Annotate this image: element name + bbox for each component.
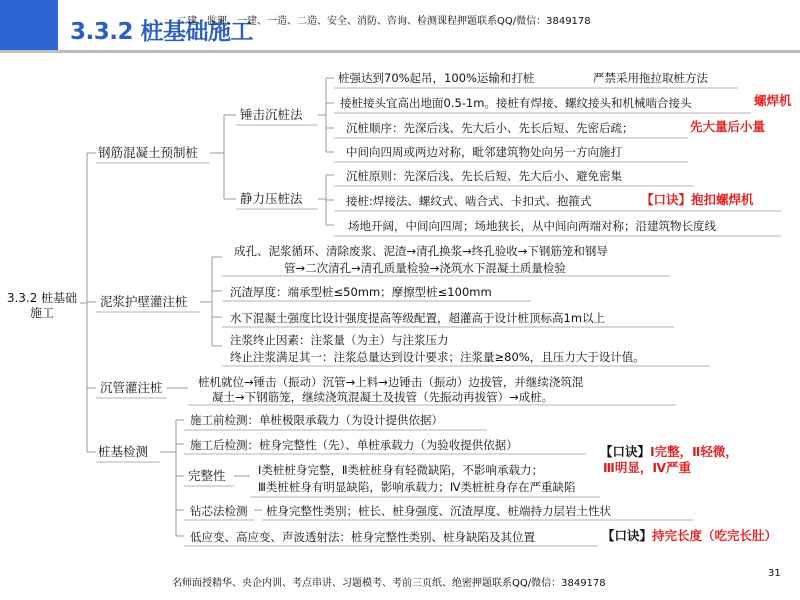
tag-strain-text: 持完长度（吃完长肚） (652, 528, 778, 543)
tag-strain-prefix: 【口诀】 (602, 528, 653, 543)
strain-text: 低应变、高应变、声波透射法：桩身完整性类别、桩身缺陷及其位置 (190, 530, 535, 544)
tag-weld-machine: 螺焊机 (754, 93, 792, 108)
mud-line-grout-2: 终止注浆满足其一：注浆总量达到设计要求；注浆量≥80%，且压力大于设计值。 (230, 350, 645, 364)
page-title: 3.3.2 桩基础施工 (70, 19, 253, 45)
hammer-line-no-drag: 严禁采用拖拉取桩方法 (593, 71, 708, 85)
node-pile-testing: 桩基检测 (98, 444, 149, 459)
mud-line-grout-1: 注浆终止因素：注浆量（为主）与注浆压力 (230, 333, 449, 347)
static-line-joint: 接桩:焊接法、螺纹式、啮合式、卡扣式、抱箍式 (346, 194, 592, 208)
footer-ad-text: 名师面授精华、央企内训、考点串讲、习题模考、考前三页纸、绝密押题联系QQ/微信：3849178 (172, 578, 606, 589)
page-number: 31 (768, 568, 781, 579)
tag-integrity-mnemonic (600, 444, 738, 460)
integrity-line-2: Ⅲ类桩桩身有明显缺陷，影响承载力；Ⅳ类桩桩身存在严重缺陷 (258, 480, 576, 494)
node-mud-bored: 泥浆护壁灌注桩 (100, 294, 188, 309)
tag-integrity-line2: Ⅲ明显，Ⅳ严重 (603, 460, 692, 475)
node-tube-sinking: 沉管灌注桩 (100, 380, 163, 395)
hammer-line-lift: 桩强达到70%起吊，100%运输和打桩 (338, 71, 535, 85)
mud-line-process-1: 成孔、泥浆循环、清除废浆、泥渣→清孔换浆→终孔验收→下钢筋笼和钢导 (234, 244, 608, 258)
node-coring: 钻芯法检测 (190, 504, 248, 518)
static-line-principle: 沉桩原则：先深后浅、先长后短、先大后小、避免密集 (346, 169, 622, 183)
hammer-line-order: 沉桩顺序：先深后浅、先大后小、先长后短、先密后疏； (346, 121, 634, 135)
hammer-line-joint: 接桩接头宜高出地面0.5-1m。接桩有焊接、螺纹接头和机械啮合接头 (340, 96, 692, 110)
integrity-line-1: Ⅰ类桩桩身完整，Ⅱ类桩桩身有轻微缺陷，不影响承载力； (258, 463, 544, 477)
coring-text: 桩身完整性类别；桩长、桩身强度、沉渣厚度、桩端持力层岩土性状 (266, 504, 611, 518)
node-rc-precast: 钢筋混凝土预制桩 (98, 145, 199, 160)
node-static-press: 静力压桩法 (240, 191, 303, 206)
mud-line-sediment: 沉渣厚度：端承型桩≤50mm；摩擦型桩≤100mm (230, 285, 492, 299)
tube-line-1: 桩机就位→锤击（振动）沉管→上料→边锤击（振动）边拔管，并继续浇筑混 (198, 375, 584, 389)
mud-line-process-2: 管→二次清孔→清孔质量检验→浇筑水下混凝土质量检验 (284, 261, 566, 275)
tag-integrity-line1: Ⅰ完整，Ⅱ轻微， (650, 444, 738, 459)
static-line-site: 场地开阔，中间向四周；场地狭长，从中间向两端对称；沿建筑物长度线 (348, 219, 716, 233)
tag-strain-mnemonic (602, 528, 777, 544)
header-ad-text: 二建、监理、一建、一造、二造、安全、消防、咨询、检测课程押题联系QQ/微信：3849178 (177, 16, 591, 27)
node-hammer-method: 锤击沉桩法 (240, 107, 303, 122)
tag-integrity-prefix: 【口诀】 (600, 444, 651, 459)
test-post: 施工后检测：桩身完整性（先）、单桩承载力（为验收提供依据） (190, 438, 518, 452)
tag-order-mnemonic: 先大量后小量 (690, 119, 766, 134)
test-pre: 施工前检测：单桩极限承载力（为设计提供依据） (190, 413, 443, 427)
tag-static-mnemonic: 【口诀】抱扣螺焊机 (641, 192, 754, 207)
mud-line-concrete: 水下混凝土强度比设计强度提高等级配置，超灌高于设计桩顶标高1m以上 (230, 311, 606, 325)
node-integrity: 完整性 (188, 468, 226, 483)
hammer-line-symmetric: 中间向四周或两边对称，毗邻建筑物处向另一方向施打 (346, 145, 622, 159)
tube-line-2: 凝土→下钢筋笼，继续浇筑混凝土及拔管（先振动再拔管）→成桩。 (212, 390, 554, 404)
root-node: 3.3.2 桩基础施工 (6, 291, 78, 320)
